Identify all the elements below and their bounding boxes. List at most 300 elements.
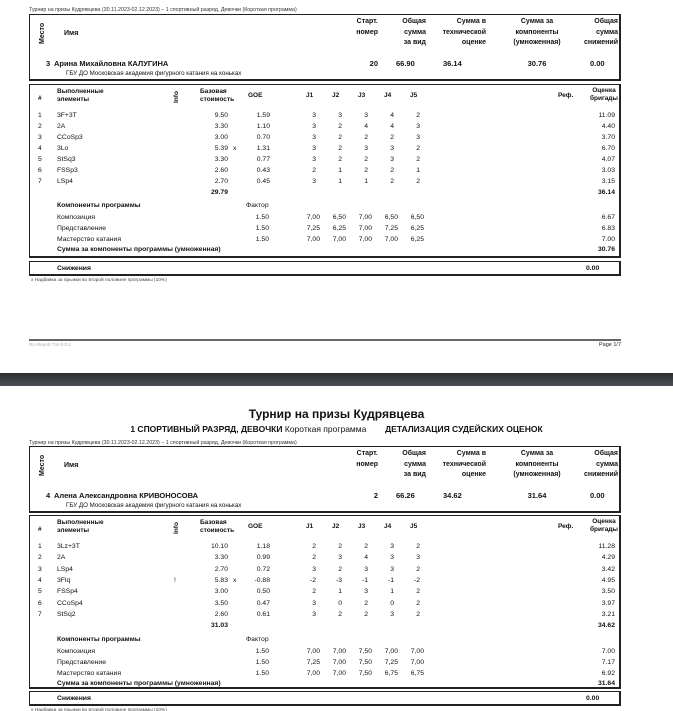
judge-5-score: 3 [416,134,420,141]
deductions-value: 0.00 [590,491,605,500]
pcs-value: 31.64 [527,491,547,500]
judge-2-score: 2 [338,145,342,152]
col-j5: J5 [410,92,418,99]
pcs-sum-row [30,680,619,691]
judge-2-score: 1 [338,588,342,596]
pcs-sum-label: Сумма за компоненты программы (умноженная) [57,246,221,253]
elements-table-header [30,85,619,111]
skater-rank: 3 [46,59,51,68]
element-bonus-mark: x [233,576,237,584]
judge-4-score: 2 [390,178,394,185]
judge-5-score: 6,25 [410,225,424,232]
judge-4-score: 7,25 [384,659,398,666]
element-row [30,543,619,554]
judge-5-score: -2 [413,576,420,584]
pcs-value: 30.76 [527,59,547,68]
judge-3-score: 7,50 [358,659,372,666]
judge-3-score: 2 [364,156,368,163]
judge-3-score: 4 [364,123,368,130]
judge-2-score: -3 [335,576,342,584]
element-number: 2 [38,554,42,562]
element-panel-score: 3.03 [601,167,615,174]
element-bonus-mark: x [233,145,237,152]
col-j4: J4 [384,92,392,99]
col-elements: Выполненные элементы [57,519,104,534]
col-base-value: Базовая стоимость [200,519,235,534]
element-base-value: 9.50 [214,112,228,119]
judge-2-score: 2 [338,565,342,573]
judge-1-score: 2 [312,554,316,562]
element-base-value: 5.83 [214,576,228,584]
judge-2-score: 0 [338,599,342,607]
judge-4-score: 3 [390,156,394,163]
deductions-row-label: Снижения [57,695,91,702]
skater-club: ГБУ ДО Московская академия фигурного катания на коньках [66,502,242,509]
judge-3-score: 4 [364,554,368,562]
element-row [30,554,619,565]
place-column-label: Место [39,22,46,44]
judge-3-score: 2 [364,610,368,618]
element-base-value: 2.60 [214,610,228,618]
element-row [30,123,619,134]
element-panel-score: 4.40 [601,123,615,130]
element-goe: 0.47 [256,599,270,607]
component-factor: 1.50 [255,225,269,232]
judge-1-score: 3 [312,610,316,618]
element-base-value: 3.00 [214,134,228,141]
judge-2-score: 7,00 [332,659,346,666]
judge-5-score: 1 [416,167,420,174]
judge-3-score: 7,00 [358,236,372,243]
col-info: Info [173,522,180,534]
col-j2: J2 [332,523,340,530]
judge-1-score: 3 [312,178,316,185]
judge-5-score: 6,25 [410,236,424,243]
judge-3-score: 3 [364,565,368,573]
element-panel-score: 3.97 [601,599,615,607]
judge-3-score: 7,00 [358,214,372,221]
col-ref: Реф. [558,92,574,99]
judge-2-score: 2 [338,610,342,618]
judge-5-score: 2 [416,112,420,119]
component-name: Мастерство катания [57,670,122,677]
base-value-total: 29.79 [210,189,228,196]
component-score: 7.00 [601,648,615,655]
element-row [30,611,619,622]
judge-4-score: 3 [390,565,394,573]
total-score-label: Общая сумма за вид [402,18,426,46]
element-base-value: 2.70 [214,565,228,573]
total-score-label: Общая сумма за вид [402,450,426,478]
col-ref: Реф. [558,523,574,530]
element-name: FSSp3 [57,167,78,174]
deductions-row-label: Снижения [57,265,91,272]
judge-5-score: 6,75 [410,670,424,677]
col-panel-score: Оценка бригады [590,518,618,533]
col-panel-score: Оценка бригады [590,87,618,102]
report-page-2 [0,386,673,711]
judge-3-score: 2 [364,167,368,174]
subtitle-segment: Короткая программа [284,424,367,434]
judge-3-score: 2 [364,543,368,550]
judge-5-score: 7,00 [410,648,424,655]
element-base-value: 3.30 [214,554,228,562]
base-value-total: 31.03 [210,622,228,629]
element-row [30,134,619,145]
col-j5: J5 [410,523,418,530]
element-base-value: 3.30 [214,123,228,130]
judge-1-score: 2 [312,543,316,550]
element-panel-score: 4.29 [601,554,615,562]
footer-report-id: RU-Report 73A 0.0.1 [29,342,71,347]
col-num: # [38,95,42,102]
judge-1-score: 3 [312,565,316,573]
element-name: StSq3 [57,156,76,163]
name-column-label: Имя [64,30,79,37]
judge-4-score: -1 [387,576,394,584]
judge-1-score: -2 [309,576,316,584]
col-info: Info [173,91,180,103]
total-score-value: 66.26 [396,491,415,500]
judge-3-score: 3 [364,145,368,152]
component-score: 6.67 [601,214,615,221]
skater-header-box [29,446,621,513]
document-title: Турнир на призы Кудрявцева [248,407,425,421]
judge-4-score: 3 [390,145,394,152]
element-name: CCoSp4 [57,599,83,607]
col-j3: J3 [358,523,366,530]
subtitle-report-type: ДЕТАЛИЗАЦИЯ СУДЕЙСКИХ ОЦЕНОК [385,424,543,434]
footnote: x Надбавка за прыжки во второй половине программы (10%) [31,708,167,711]
element-base-value: 2.70 [214,178,228,185]
element-number: 5 [38,156,42,163]
col-goe: GOE [248,523,263,530]
element-panel-score: 3.70 [601,134,615,141]
judge-1-score: 7,00 [306,648,320,655]
components-header [30,636,619,647]
judge-4-score: 0 [390,599,394,607]
judge-1-score: 3 [312,123,316,130]
element-number: 2 [38,123,42,130]
event-caption: Турнир на призы Кудрявцева (30.11.2023-02.12.2023) – 1 спортивный разряд, Девочки (Короткая программа) [29,7,297,13]
elements-box [29,515,621,689]
component-name: Мастерство катания [57,236,122,243]
judge-4-score: 6,50 [384,214,398,221]
element-panel-score: 3.15 [601,178,615,185]
elements-box [29,84,621,258]
judge-2-score: 2 [338,543,342,550]
judge-5-score: 3 [416,554,420,562]
element-number: 1 [38,543,42,550]
judge-5-score: 2 [416,156,420,163]
total-score-value: 66.90 [396,59,415,68]
element-panel-score: 3.21 [601,610,615,618]
component-factor: 1.50 [255,670,269,677]
judge-4-score: 2 [390,167,394,174]
element-name: 2A [57,554,66,562]
element-number: 1 [38,112,42,119]
judge-5-score: 2 [416,610,420,618]
judge-3-score: 2 [364,599,368,607]
deductions-label: Общая сумма снижений [583,18,618,46]
judge-4-score: 4 [390,123,394,130]
element-base-value: 3.00 [214,588,228,596]
col-base-value: Базовая стоимость [200,88,235,103]
judge-4-score: 3 [390,610,394,618]
judge-1-score: 2 [312,167,316,174]
element-name: CCoSp3 [57,134,83,141]
components-label: Компоненты программы [57,202,141,209]
judge-4-score: 3 [390,543,394,550]
element-goe: -0.88 [254,576,270,584]
element-name: 3F+3T [57,112,77,119]
skater-club: ГБУ ДО Московская академия фигурного катания на коньках [66,70,242,77]
judge-1-score: 2 [312,588,316,596]
judge-5-score: 3 [416,123,420,130]
judge-4-score: 6,75 [384,670,398,677]
element-name: FSSp4 [57,588,78,596]
judge-5-score: 6,50 [410,214,424,221]
element-number: 6 [38,167,42,174]
element-panel-score: 11.09 [598,112,615,119]
judge-4-score: 7,25 [384,225,398,232]
subtitle-category: 1 СПОРТИВНЫЙ РАЗРЯД, ДЕВОЧКИ [130,424,283,434]
element-number: 4 [38,145,42,152]
tes-total: 34.62 [597,622,615,629]
judge-4-score: 3 [390,554,394,562]
element-number: 7 [38,610,42,618]
judge-5-score: 7,00 [410,659,424,666]
element-goe: 1.59 [256,112,270,119]
element-number: 6 [38,599,42,607]
element-goe: 0.43 [256,167,270,174]
pcs-sum-value: 31.64 [597,680,615,687]
component-name: Композиция [57,214,96,221]
judge-3-score: 7,00 [358,225,372,232]
judge-5-score: 2 [416,178,420,185]
judge-1-score: 7,00 [306,214,320,221]
element-goe: 0.72 [256,565,270,573]
element-panel-score: 4.07 [601,156,615,163]
component-factor: 1.50 [255,214,269,221]
element-goe: 1.10 [256,123,270,130]
judge-1-score: 7,25 [306,225,320,232]
skater-header-box [29,14,621,81]
judge-3-score: -1 [361,576,368,584]
judge-2-score: 3 [338,554,342,562]
element-base-value: 5.39 [214,145,228,152]
element-name: 3Lo [57,145,69,152]
judge-3-score: 3 [364,588,368,596]
factor-label: Фактор [246,202,269,209]
component-score: 7.00 [601,236,615,243]
col-j1: J1 [306,92,314,99]
col-num: # [38,526,42,533]
element-row [30,178,619,189]
element-row [30,167,619,178]
judge-5-score: 2 [416,588,420,596]
element-name: 3Flq [57,576,71,584]
component-factor: 1.50 [255,236,269,243]
element-base-value: 3.30 [214,156,228,163]
judge-1-score: 3 [312,134,316,141]
element-goe: 0.70 [256,134,270,141]
judge-2-score: 1 [338,167,342,174]
element-row [30,566,619,577]
pcs-label: Сумма за компоненты (умноженная) [513,18,561,46]
skater-name: Алена Александровна КРИВОНОСОВА [54,491,199,500]
pcs-label: Сумма за компоненты (умноженная) [513,450,561,478]
judge-4-score: 2 [390,134,394,141]
judge-2-score: 7,00 [332,670,346,677]
tes-value: 36.14 [443,59,462,68]
judge-4-score: 7,00 [384,236,398,243]
element-row [30,600,619,611]
judge-1-score: 7,00 [306,236,320,243]
judge-5-score: 2 [416,599,420,607]
name-column-label: Имя [64,462,79,469]
component-row [30,659,619,670]
judge-2-score: 1 [338,178,342,185]
page-separator [0,373,673,386]
element-name: LSp4 [57,178,73,185]
element-row [30,588,619,599]
col-j4: J4 [384,523,392,530]
judge-3-score: 1 [364,178,368,185]
element-base-value: 3.50 [214,599,228,607]
col-j2: J2 [332,92,340,99]
element-goe: 0.45 [256,178,270,185]
component-name: Композиция [57,648,96,655]
component-factor: 1.50 [255,659,269,666]
footnote: x Надбавка за прыжки во второй половине программы (10%) [31,278,167,283]
judge-1-score: 3 [312,599,316,607]
pcs-sum-value: 30.76 [597,246,615,253]
deductions-box [29,691,621,706]
judge-2-score: 3 [338,112,342,119]
element-number: 7 [38,178,42,185]
tes-label: Сумма в технической оценке [442,18,486,46]
judge-4-score: 1 [390,588,394,596]
component-factor: 1.50 [255,648,269,655]
component-score: 6.83 [601,225,615,232]
start-number-label: Старт. номер [356,18,378,36]
judge-2-score: 7,00 [332,236,346,243]
judge-1-score: 7,00 [306,670,320,677]
deductions-row-value: 0.00 [586,695,600,702]
deductions-row-value: 0.00 [586,265,600,272]
skater-rank: 4 [46,491,51,500]
element-panel-score: 11.28 [598,543,615,550]
element-goe: 0.99 [256,554,270,562]
judge-1-score: 3 [312,156,316,163]
judge-3-score: 7,50 [358,648,372,655]
element-name: 2A [57,123,66,130]
totals-row [30,189,619,200]
element-row [30,156,619,167]
judge-3-score: 2 [364,134,368,141]
judge-4-score: 7,00 [384,648,398,655]
judge-3-score: 7,50 [358,670,372,677]
element-number: 3 [38,565,42,573]
tes-label: Сумма в технической оценке [442,450,486,478]
element-number: 5 [38,588,42,596]
element-base-value: 10.10 [210,543,228,550]
deductions-value: 0.00 [590,59,605,68]
start-number-value: 20 [369,59,378,68]
element-panel-score: 6.70 [601,145,615,152]
component-row [30,214,619,225]
judge-1-score: 7,25 [306,659,320,666]
element-number: 3 [38,134,42,141]
skater-name: Арина Михайловна КАЛУГИНА [54,59,169,68]
event-caption: Турнир на призы Кудрявцева (30.11.2023-02.12.2023) – 1 спортивный разряд, Девочки (Короткая программа) [29,440,297,446]
pcs-sum-label: Сумма за компоненты программы (умноженная) [57,680,221,687]
deductions-label: Общая сумма снижений [583,450,618,478]
deductions-box [29,261,621,276]
col-elements: Выполненные элементы [57,88,104,103]
component-score: 7.17 [601,659,615,666]
col-goe: GOE [248,92,263,99]
element-goe: 1.31 [256,145,270,152]
element-name: LSp4 [57,565,73,573]
component-name: Представление [57,225,107,232]
component-row [30,225,619,236]
component-score: 6.92 [601,670,615,677]
page-number: Page 1/7 [599,342,622,348]
start-number-value: 2 [373,491,378,500]
judge-4-score: 4 [390,112,394,119]
judge-2-score: 2 [338,134,342,141]
element-name: 3Lz+3T [57,543,80,550]
tes-value: 34.62 [443,491,462,500]
element-panel-score: 4.95 [601,576,615,584]
judge-3-score: 3 [364,112,368,119]
components-label: Компоненты программы [57,636,141,643]
document-subtitle [0,424,673,434]
element-row [30,112,619,123]
component-row [30,648,619,659]
judge-2-score: 6,50 [332,214,346,221]
element-row [30,577,619,588]
element-goe: 0.50 [256,588,270,596]
tes-total: 36.14 [597,189,615,196]
start-number-label: Старт. номер [356,450,378,468]
element-goe: 0.77 [256,156,270,163]
element-goe: 1.18 [256,543,270,550]
element-base-value: 2.60 [214,167,228,174]
place-column-label: Место [39,454,46,476]
element-panel-score: 3.42 [601,565,615,573]
judge-2-score: 2 [338,156,342,163]
factor-label: Фактор [246,636,269,643]
judge-5-score: 2 [416,543,420,550]
element-name: StSq2 [57,610,76,618]
footer-divider [29,339,621,341]
element-info: ! [174,576,176,584]
element-row [30,145,619,156]
component-name: Представление [57,659,107,666]
judge-1-score: 3 [312,145,316,152]
elements-table-header [30,516,619,542]
col-j1: J1 [306,523,314,530]
col-j3: J3 [358,92,366,99]
judge-5-score: 2 [416,145,420,152]
totals-row [30,622,619,633]
pcs-sum-row [30,246,619,257]
judge-2-score: 6,25 [332,225,346,232]
element-goe: 0.61 [256,610,270,618]
